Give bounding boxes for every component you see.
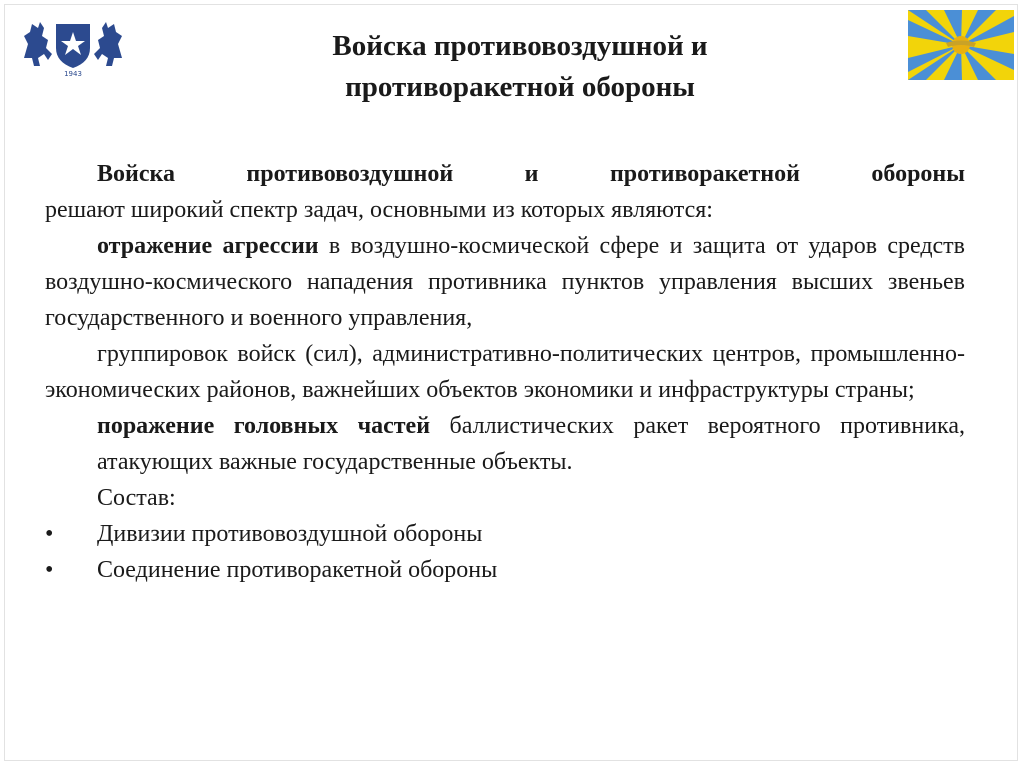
task-1-bold: отражение агрессии <box>97 233 319 259</box>
list-item <box>45 516 965 552</box>
title-line-2: противоракетной обороны <box>345 71 695 104</box>
task-1-paragraph <box>45 228 965 336</box>
task-1-continuation: группировок войск (сил), административно-политических центров, промышленно-экономических районов, важнейших объектов экономики и инфраструктуры страны; <box>45 341 965 403</box>
intro-bold: Войска противовоздушной и противоракетной обороны <box>97 161 965 187</box>
bullet-icon: • <box>45 521 54 547</box>
university-emblem-icon <box>18 14 128 78</box>
list-item <box>45 552 965 588</box>
list-item-text: Соединение противоракетной обороны <box>97 557 498 583</box>
task-1-text: в воздушно-космической сфере и защита от ударов средств воздушно-космического нападения противника пунктов управления высших звеньев государственного и военного управления, <box>45 233 966 331</box>
task-2-bold: поражение головных частей <box>97 413 431 439</box>
composition-label: Состав: <box>97 485 176 511</box>
logo-year: 1943 <box>64 70 82 78</box>
bullet-icon: • <box>45 557 54 583</box>
slide-body <box>45 156 965 588</box>
list-item-text: Дивизии противовоздушной обороны <box>97 521 483 547</box>
air-force-flag-icon <box>908 10 1014 80</box>
task-2-paragraph <box>45 408 965 480</box>
intro-line <box>45 156 965 192</box>
page-title <box>180 26 860 108</box>
task-2-text: баллистических ракет вероятного противника, атакующих важные государственные объекты. <box>97 413 965 475</box>
intro-rest: решают широкий спектр задач, основными из которых являются: <box>45 197 713 223</box>
title-line-1: Войска противовоздушной и <box>332 30 708 62</box>
